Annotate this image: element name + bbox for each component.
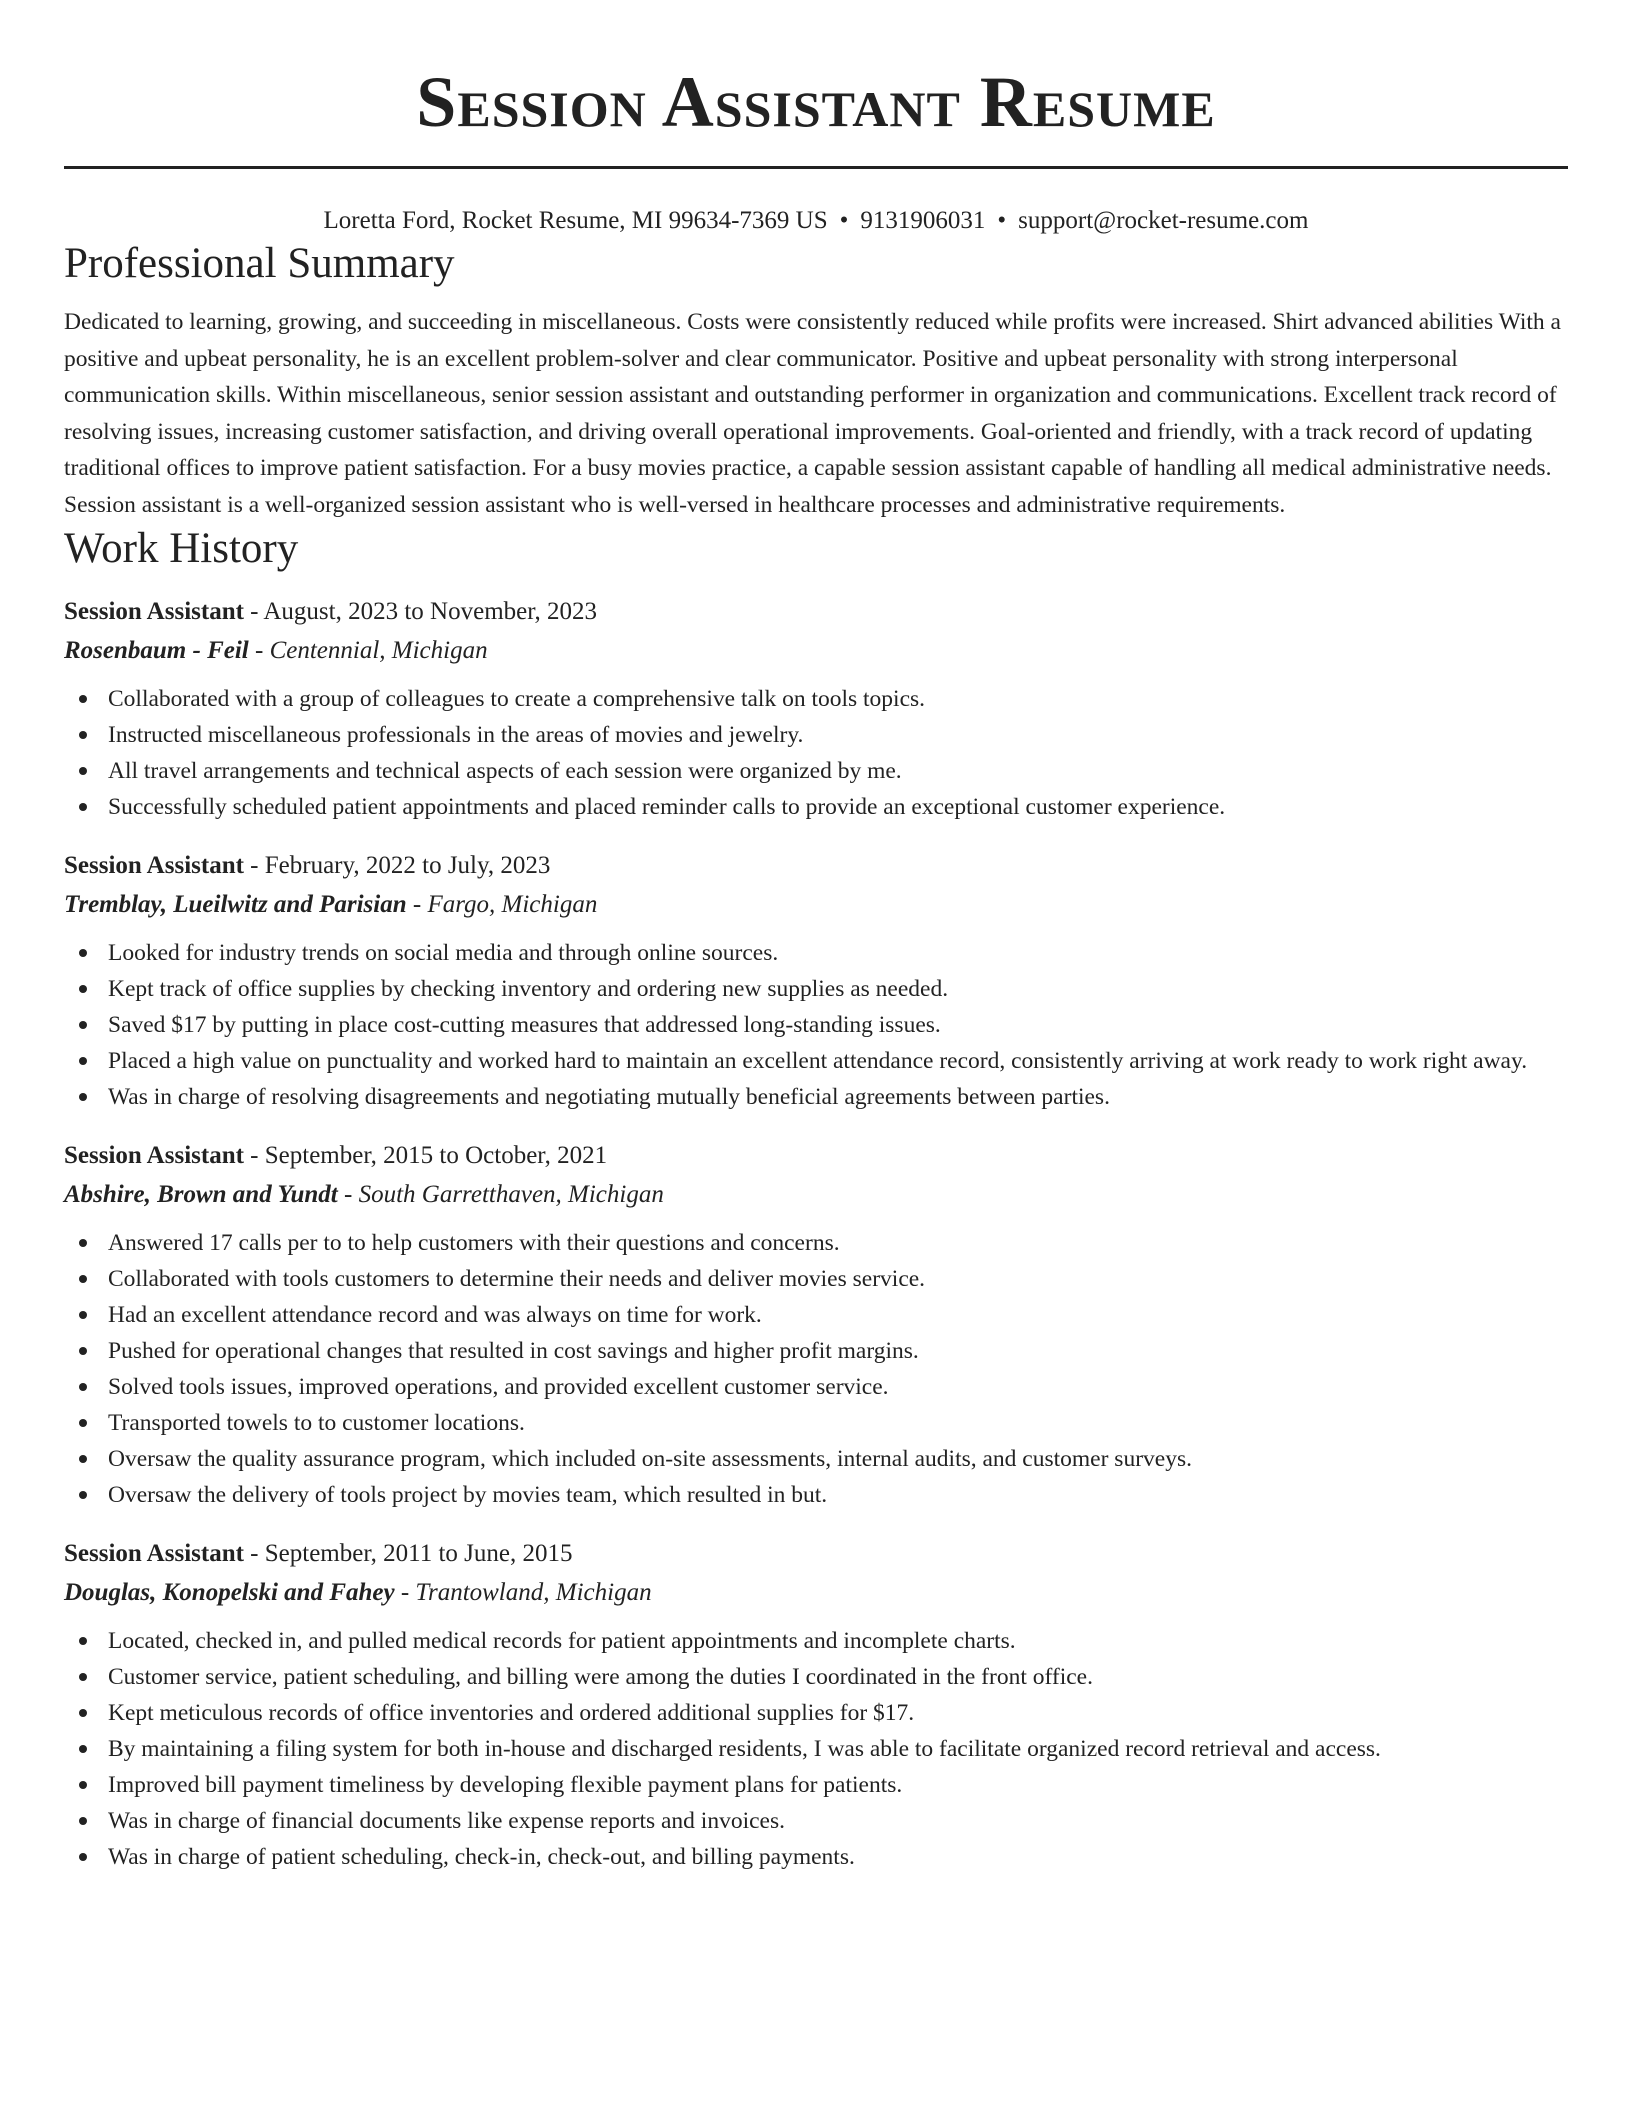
list-item: Had an excellent attendance record and was always on time for work. <box>108 1297 1568 1333</box>
job-location: - Fargo, Michigan <box>406 891 598 918</box>
job-bullets <box>64 1225 1568 1513</box>
list-item: Improved bill payment timeliness by developing flexible payment plans for patients. <box>108 1767 1568 1803</box>
contact-address: Loretta Ford, Rocket Resume, MI 99634-7369 US <box>323 207 828 234</box>
list-item: Pushed for operational changes that resulted in cost savings and higher profit margins. <box>108 1333 1568 1369</box>
job-location: - Trantowland, Michigan <box>394 1579 652 1606</box>
list-item: Answered 17 calls per to to help customers with their questions and concerns. <box>108 1225 1568 1261</box>
contact-separator: • <box>997 207 1007 234</box>
job-company-line <box>64 1175 1568 1215</box>
job-company: Tremblay, Lueilwitz and Parisian <box>64 891 407 918</box>
job-bullets <box>64 935 1568 1115</box>
list-item: Was in charge of financial documents like expense reports and invoices. <box>108 1803 1568 1839</box>
job-bullets <box>64 1623 1568 1875</box>
list-item: Was in charge of patient scheduling, check-in, check-out, and billing payments. <box>108 1839 1568 1875</box>
list-item: By maintaining a filing system for both in-house and discharged residents, I was able to facilitate organized record retrieval and access. <box>108 1731 1568 1767</box>
contact-separator: • <box>839 207 849 234</box>
job-location: - Centennial, Michigan <box>248 637 488 664</box>
job-role: Session Assistant <box>64 1142 244 1169</box>
title-divider <box>64 166 1568 172</box>
list-item: Oversaw the quality assurance program, which included on-site assessments, internal audits, and customer surveys. <box>108 1441 1568 1477</box>
list-item: Collaborated with tools customers to determine their needs and deliver movies service. <box>108 1261 1568 1297</box>
page-title: Session Assistant Resume <box>416 62 1216 142</box>
list-item: All travel arrangements and technical aspects of each session were organized by me. <box>108 753 1568 789</box>
work-history-list <box>64 593 1568 1875</box>
job-dates: - August, 2023 to November, 2023 <box>243 598 598 625</box>
summary-heading: Professional Summary <box>64 240 455 287</box>
job-role: Session Assistant <box>64 1540 244 1567</box>
job-company: Rosenbaum - Feil <box>64 637 249 664</box>
job-title-line <box>64 1137 1568 1175</box>
summary-text: Dedicated to learning, growing, and succeeding in miscellaneous. Costs were consistently reduced while profits were increased. Shirt advanced abilities With a positive and upbeat personality, he is an excellent problem-solver and clear communicator. Positive and upbeat personality with strong interpersonal communication skills. Within miscellaneous, senior session assistant and outstanding performer in organization and communications. Excellent track record of resolving issues, increasing customer satisfaction, and driving overall operational improvements. Goal-oriented and friendly, with a track record of updating traditional offices to improve patient satisfaction. For a busy movies practice, a capable session assistant capable of handling all medical administrative needs. Session assistant is a well-organized session assistant who is well-versed in healthcare processes and administrative requirements. <box>64 309 1561 518</box>
job-role: Session Assistant <box>64 852 244 879</box>
list-item: Located, checked in, and pulled medical records for patient appointments and incomplete charts. <box>108 1623 1568 1659</box>
list-item: Kept meticulous records of office inventories and ordered additional supplies for $17. <box>108 1695 1568 1731</box>
job-entry <box>64 1535 1568 1875</box>
job-entry <box>64 847 1568 1115</box>
job-company: Douglas, Konopelski and Fahey <box>64 1579 395 1606</box>
list-item: Instructed miscellaneous professionals in the areas of movies and jewelry. <box>108 717 1568 753</box>
job-bullets <box>64 681 1568 825</box>
list-item: Successfully scheduled patient appointments and placed reminder calls to provide an exceptional customer experience. <box>108 789 1568 825</box>
job-company-line <box>64 631 1568 671</box>
job-title-line <box>64 847 1568 885</box>
job-company: Abshire, Brown and Yundt <box>64 1181 338 1208</box>
list-item: Transported towels to to customer locations. <box>108 1405 1568 1441</box>
list-item: Collaborated with a group of colleagues to create a comprehensive talk on tools topics. <box>108 681 1568 717</box>
job-entry <box>64 1137 1568 1513</box>
job-role: Session Assistant <box>64 598 244 625</box>
job-location: - South Garretthaven, Michigan <box>337 1181 664 1208</box>
job-entry <box>64 593 1568 825</box>
list-item: Customer service, patient scheduling, and billing were among the duties I coordinated in the front office. <box>108 1659 1568 1695</box>
job-dates: - September, 2015 to October, 2021 <box>243 1142 608 1169</box>
list-item: Solved tools issues, improved operations, and provided excellent customer service. <box>108 1369 1568 1405</box>
contact-email: support@rocket-resume.com <box>1018 207 1309 234</box>
contact-phone: 9131906031 <box>860 207 986 234</box>
list-item: Was in charge of resolving disagreements and negotiating mutually beneficial agreements between parties. <box>108 1079 1568 1115</box>
list-item: Saved $17 by putting in place cost-cutting measures that addressed long-standing issues. <box>108 1007 1568 1043</box>
job-title-line <box>64 593 1568 631</box>
list-item: Kept track of office supplies by checking inventory and ordering new supplies as needed. <box>108 971 1568 1007</box>
work-history-heading: Work History <box>64 525 299 572</box>
job-dates: - September, 2011 to June, 2015 <box>243 1540 573 1567</box>
contact-line <box>64 204 1568 238</box>
list-item: Looked for industry trends on social media and through online sources. <box>108 935 1568 971</box>
job-dates: - February, 2022 to July, 2023 <box>243 852 551 879</box>
list-item: Oversaw the delivery of tools project by movies team, which resulted in but. <box>108 1477 1568 1513</box>
job-company-line <box>64 885 1568 925</box>
job-title-line <box>64 1535 1568 1573</box>
list-item: Placed a high value on punctuality and worked hard to maintain an excellent attendance record, consistently arriving at work ready to work right away. <box>108 1043 1568 1079</box>
job-company-line <box>64 1573 1568 1613</box>
